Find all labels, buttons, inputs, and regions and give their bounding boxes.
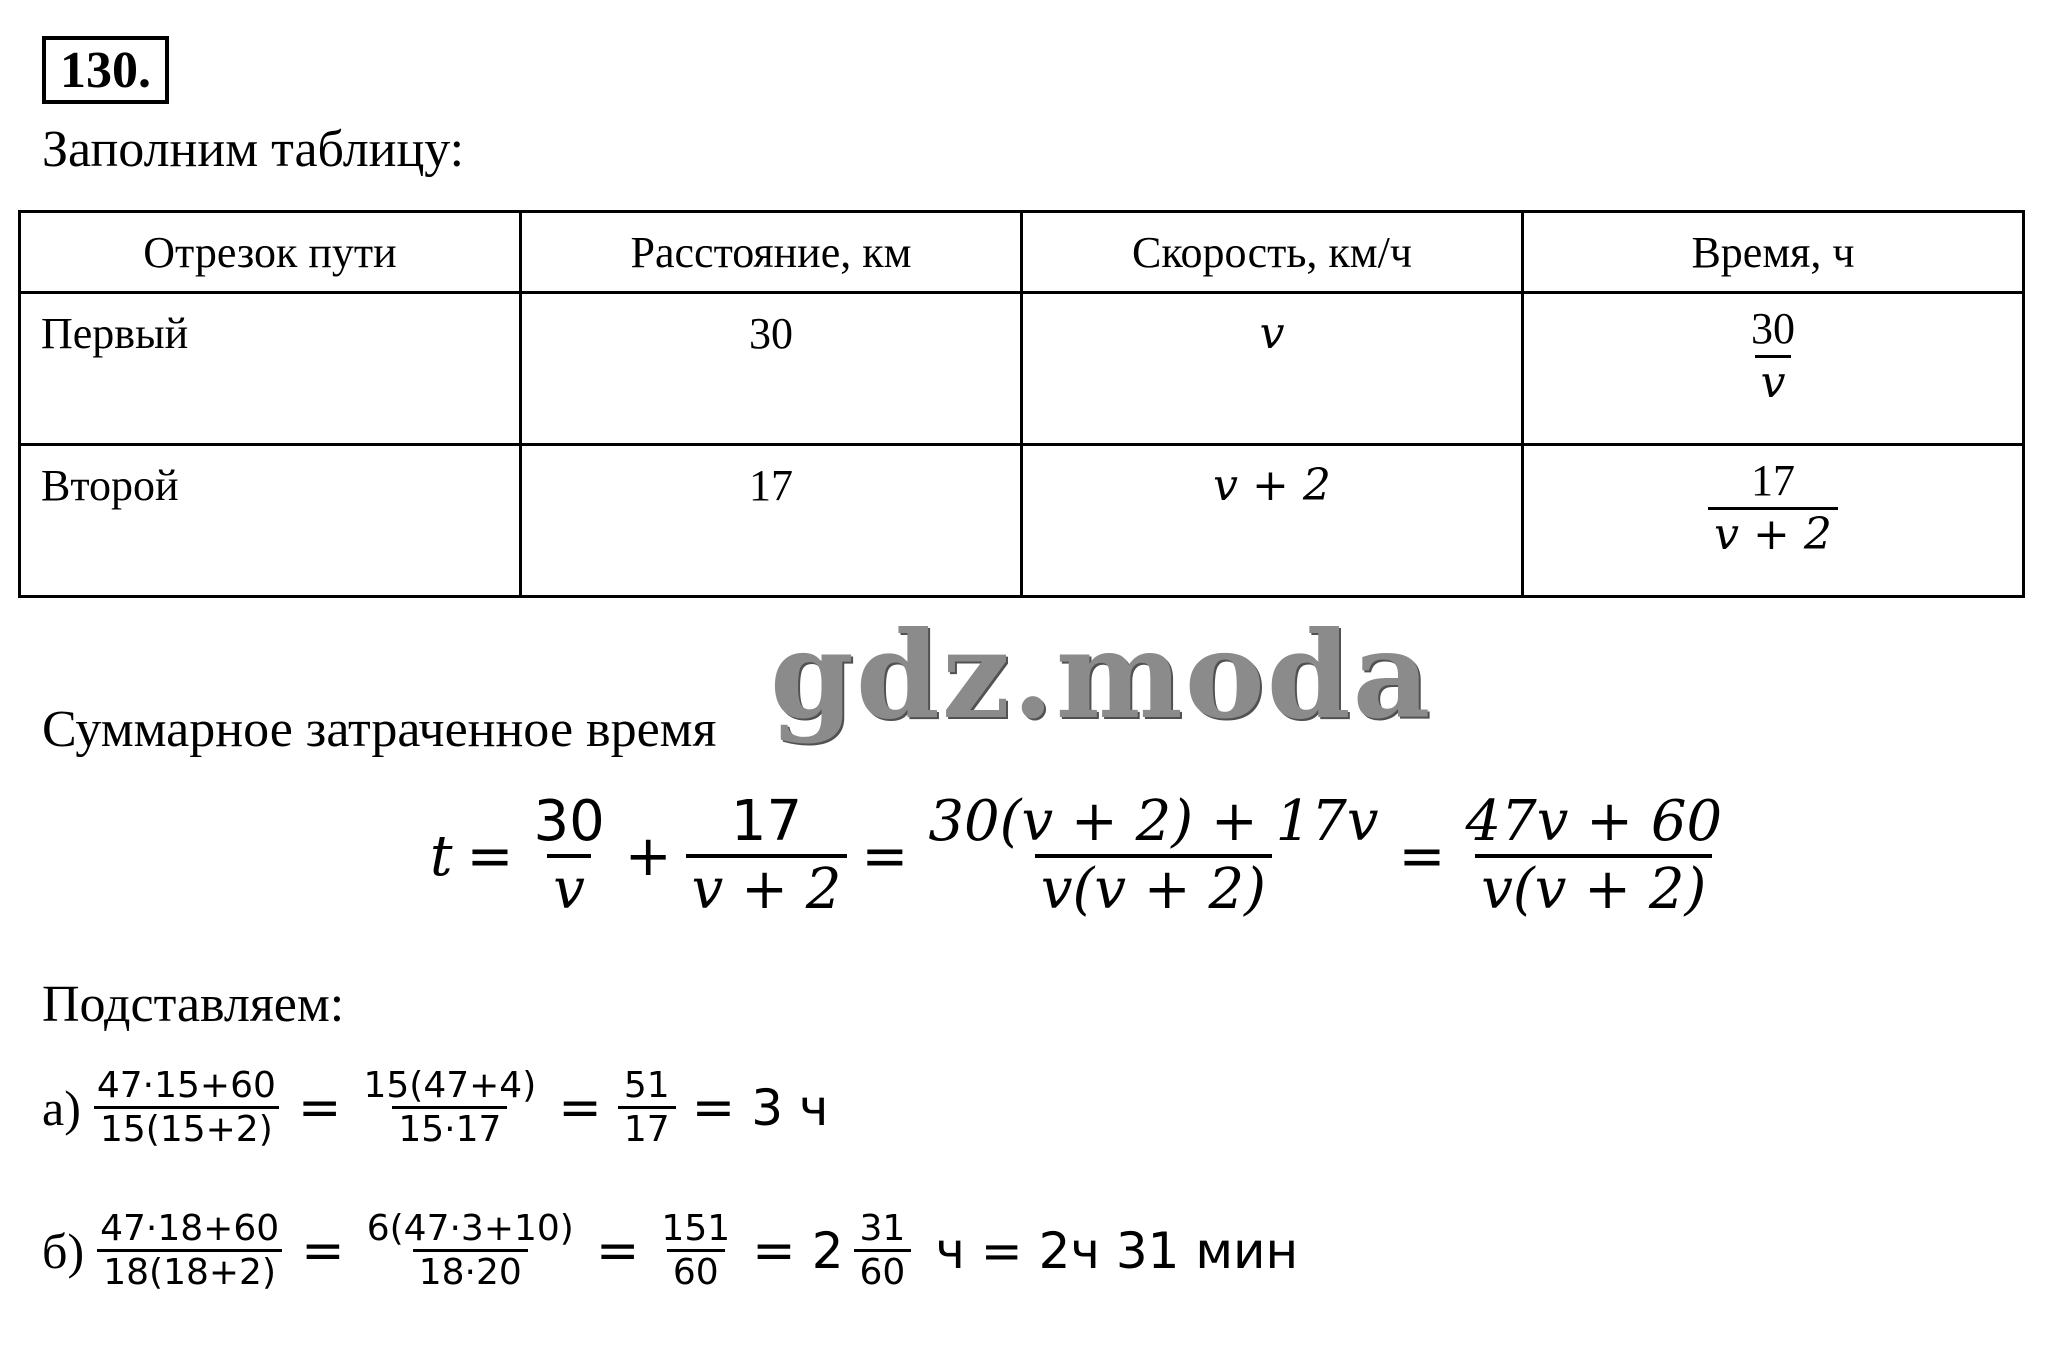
fraction-denominator: 18(18+2) — [97, 1249, 282, 1293]
fraction-denominator: 60 — [854, 1249, 912, 1293]
header-distance: Расстояние, км — [521, 212, 1022, 293]
fraction-numerator: 15(47+4) — [363, 1065, 537, 1106]
fraction-denominator: v(v + 2) — [1475, 854, 1712, 922]
problem-number: 130. — [42, 36, 169, 104]
time-cell — [1523, 293, 2024, 445]
mixed-fraction — [854, 1208, 912, 1294]
part-b-line — [42, 1208, 1298, 1294]
header-speed: Скорость, км/ч — [1022, 212, 1523, 293]
fraction-numerator: 30(v + 2) + 17v — [928, 789, 1379, 854]
formula-fraction — [1459, 790, 1728, 923]
fraction-denominator: v(v + 2) — [1035, 854, 1272, 922]
table-row — [20, 293, 2024, 445]
fraction-numerator: 47·15+60 — [96, 1065, 276, 1106]
part-b-fraction — [361, 1208, 580, 1294]
equals-sign: = — [691, 1077, 736, 1138]
plus-sign: + — [624, 823, 672, 889]
part-b-label: б) — [42, 1222, 85, 1279]
part-a-fraction — [357, 1065, 542, 1151]
formula-fraction — [922, 790, 1384, 923]
mixed-whole: 2 — [811, 1221, 844, 1280]
part-a-result: 3 ч — [751, 1078, 829, 1137]
fraction-numerator: 30 — [1751, 304, 1795, 353]
equals-sign: = — [297, 1077, 342, 1138]
fraction-numerator: 51 — [623, 1065, 670, 1106]
total-time-formula — [430, 790, 1728, 923]
total-time-label: Суммарное затраченное время — [42, 701, 717, 758]
fraction-denominator: 17 — [618, 1106, 676, 1150]
segment-cell: Второй — [20, 445, 521, 597]
fraction-denominator: 15(15+2) — [94, 1106, 279, 1150]
fraction-numerator: 47·18+60 — [100, 1208, 280, 1249]
fraction-denominator: v — [1755, 355, 1792, 409]
time-fraction — [1745, 304, 1801, 408]
speed-cell: v — [1022, 293, 1523, 445]
fraction-numerator: 151 — [661, 1208, 731, 1249]
table-header-row — [20, 212, 2024, 293]
part-b-result: ч = 2ч 31 мин — [935, 1221, 1299, 1280]
fraction-numerator: 31 — [859, 1208, 906, 1249]
part-a-label: а) — [42, 1079, 81, 1136]
fraction-numerator: 6(47·3+10) — [366, 1208, 574, 1249]
equals-sign: = — [861, 823, 909, 889]
equals-sign: = — [466, 823, 514, 889]
distance-cell: 17 — [521, 445, 1022, 597]
watermark-logo: gdz.moda — [770, 605, 1433, 746]
fraction-denominator: 18·20 — [413, 1249, 528, 1293]
time-fraction — [1708, 456, 1838, 560]
fraction-numerator: 17 — [1750, 456, 1795, 505]
part-a-fraction — [618, 1065, 676, 1151]
equals-sign: = — [1398, 823, 1446, 889]
table-row — [20, 445, 2024, 597]
intro-text: Заполним таблицу: — [42, 121, 465, 178]
equals-sign: = — [595, 1220, 640, 1281]
segment-cell: Первый — [20, 293, 521, 445]
fraction-denominator: v — [547, 854, 591, 922]
substitute-label: Подставляем: — [42, 976, 345, 1033]
fraction-denominator: v + 2 — [1708, 507, 1838, 561]
formula-fraction — [686, 790, 848, 923]
equals-sign: = — [301, 1220, 345, 1281]
distance-cell: 30 — [521, 293, 1022, 445]
fraction-denominator: v + 2 — [686, 854, 848, 922]
part-a-fraction — [91, 1065, 282, 1151]
part-a-line — [42, 1065, 828, 1151]
part-b-fraction — [94, 1208, 285, 1294]
header-segment: Отрезок пути — [20, 212, 521, 293]
equals-sign: = — [558, 1077, 602, 1138]
time-cell — [1523, 445, 2024, 597]
fraction-numerator: 30 — [533, 789, 605, 854]
header-time: Время, ч — [1523, 212, 2024, 293]
fraction-numerator: 17 — [730, 789, 803, 854]
formula-fraction — [527, 790, 610, 923]
data-table — [18, 210, 2025, 598]
speed-cell: v + 2 — [1022, 445, 1523, 597]
fraction-denominator: 60 — [667, 1249, 725, 1293]
formula-lhs: t — [430, 823, 453, 889]
fraction-numerator: 47v + 60 — [1465, 789, 1723, 854]
equals-sign: = — [752, 1220, 796, 1281]
part-b-fraction — [655, 1208, 736, 1294]
fraction-denominator: 15·17 — [392, 1106, 507, 1150]
